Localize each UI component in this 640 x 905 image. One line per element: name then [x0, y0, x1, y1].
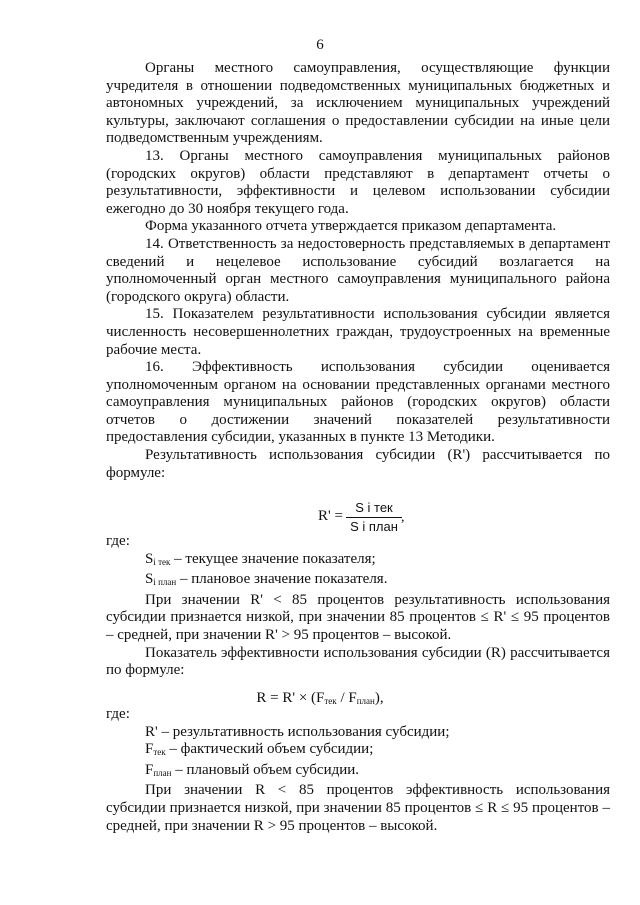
formula-effectiveness-ratio: [0, 500, 640, 536]
paragraph-founders: Органы местного самоуправления, осуществляющие функции учредителя в отношении подведомственных муниципальных бюджетных и автономных учреждений, за исключением муниципальных учреждений культуры, заключают соглашения о предоставлении субсидии на иные цели подведомственным учреждениям.: [106, 60, 610, 147]
definition-current: $S_{i тек}$ – текущее значение показателя;: [145, 550, 376, 567]
formula-comma: ,: [401, 510, 405, 525]
paragraph-result-formula-intro: Результативность использования субсидии (R') рассчитывается по формуле:: [106, 447, 610, 481]
where-label: где:: [106, 533, 130, 549]
paragraph-14: 14. Ответственность за недостоверность представляемых в департамент сведений и нецелевое использование субсидий возлагается на уполномоченный орган местного самоуправления муниципального района (городского округа) области.: [106, 235, 610, 305]
text-block-middle: [106, 533, 610, 680]
definition-planned-volume: $F_{план}$ – плановый объем субсидии.: [145, 761, 360, 778]
paragraph-efficiency-thresholds: При значении R < 85 процентов эффективность использования субсидии признается низкой, при значении 85 процентов ≤ R ≤ 95 процентов – средней, при значении R > 95 процентов – высокой.: [106, 782, 610, 834]
fraction-bar: [346, 517, 402, 518]
paragraph-efficiency-formula-intro: Показатель эффективности использования субсидии (R) рассчитывается по формуле:: [106, 644, 610, 679]
paragraph-13: 13. Органы местного самоуправления муниципальных районов (городских округов) области представляют в департамент отчеты о результативности, эффективности и целевом использовании субсидии ежегодно до 30 ноября текущего года.: [106, 147, 610, 217]
paragraph-result-thresholds: При значении R' < 85 процентов результативность использования субсидии признается низкой, при значении 85 процентов ≤ R' ≤ 95 процентов – средней, при значении R' > 95 процентов – высокой.: [106, 591, 610, 643]
definition-planned: $S_{i план}$ – плановое значение показателя.: [145, 571, 388, 588]
paragraph-report-form: Форма указанного отчета утверждается приказом департамента.: [145, 218, 557, 235]
paragraph-16: 16. Эффективность использования субсидии оценивается уполномоченным органом на основании представленных органами местного самоуправления муниципальных районов (городских округов) области отчетов о достижении значений показателей результативности предоставления субсидии, указанных в пункте 13 Методики.: [106, 359, 610, 446]
page-number: 6: [316, 37, 324, 53]
fraction-denominator: S i план: [350, 519, 398, 534]
formula-fraction: [346, 500, 402, 535]
text-block-bottom: [106, 706, 610, 835]
fraction-numerator: S i тек: [355, 500, 393, 515]
definition-actual-volume: $F_{тек}$ – фактический объем субсидии;: [145, 741, 374, 758]
formula-lhs: R' =: [318, 508, 343, 524]
text-block-top: [106, 60, 610, 482]
paragraph-15: 15. Показателем результативности использования субсидии является численность несовершеннолетних граждан, трудоустроенных на временные рабочие места.: [106, 306, 610, 358]
definition-result: R' – результативность использования субсидии;: [145, 723, 450, 740]
formula-efficiency: $R = R' \times (F_{тек} / F_{план})$,: [256, 690, 384, 706]
where-label-2: где:: [106, 706, 130, 722]
